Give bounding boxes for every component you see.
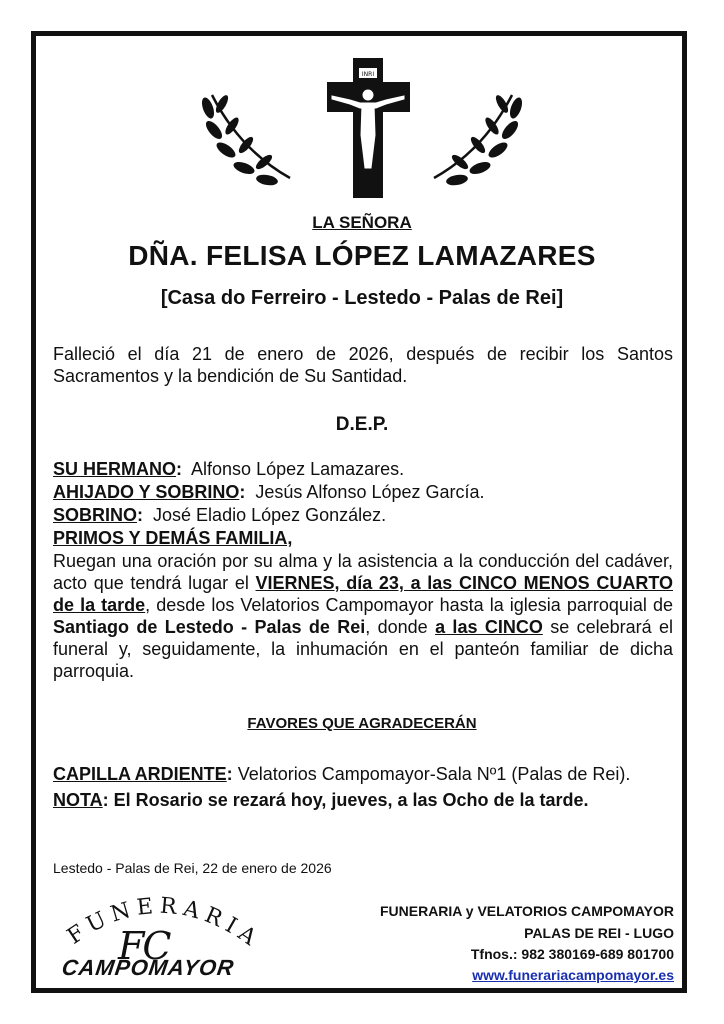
capilla-line: CAPILLA ARDIENTE: Velatorios Campomayor-Sala Nº1 (Palas de Rei). (53, 764, 631, 784)
death-statement: Falleció el día 21 de enero de 2026, después de recibir los Santos Sacramentos y la bendición de Su Santidad. (53, 344, 673, 386)
favores-heading: FAVORES QUE AGRADECERÁN (247, 715, 477, 732)
ceremony-church: Santiago de Lestedo - Palas de Rei (53, 617, 366, 637)
notice-date: Lestedo - Palas de Rei, 22 de enero de 2026 (53, 860, 332, 876)
logo-arc-path: FUNERARIA (62, 893, 266, 955)
ceremony-date-time: VIERNES, día 23, a las CINCO MENOS CUARTO de la tarde (53, 573, 674, 615)
family-label: SU HERMANO (53, 459, 177, 479)
ceremony-text: se celebrará el funeral y, seguidamente, la inhumación en el panteón familiar de dicha parroquia. (53, 617, 673, 681)
family-value: Jesús Alfonso López García. (255, 482, 485, 502)
logo-initials: FC (118, 924, 170, 968)
deceased-residence: [Casa do Ferreiro - Lestedo - Palas de Rei] (160, 287, 564, 309)
ceremony-text: Ruegan una oración por su alma y la asistencia a la conducción del cadáver, acto que tendrá lugar el (53, 551, 673, 593)
family-label: SOBRINO (53, 505, 138, 525)
deceased-title: LA SEÑORA (312, 213, 412, 232)
nota-label: NOTA (53, 790, 103, 810)
ceremony-text: , desde los Velatorios Campomayor hasta la iglesia parroquial de (145, 595, 673, 615)
funeral-home-website-link[interactable]: www.funerariacampomayor.es (472, 967, 674, 983)
family-line-brother: SU HERMANO: Alfonso López Lamazares. (53, 459, 405, 479)
ceremony-text: , donde (365, 617, 436, 637)
ceremony-details (53, 550, 673, 682)
dep-heading: D.E.P. (335, 414, 389, 435)
family-line-cousins: PRIMOS Y DEMÁS FAMILIA, (53, 528, 293, 548)
family-value: Alfonso López Lamazares. (191, 459, 405, 479)
ceremony-funeral-time: a las CINCO (435, 617, 543, 637)
logo-company-name: CAMPOMAYOR (60, 955, 236, 980)
funeral-home-phones: Tfnos.: 982 380169-689 801700 (470, 946, 674, 962)
crucifix-icon (327, 58, 410, 198)
laurel-branch-right-icon (434, 93, 524, 186)
cross-inri-sign: INRI (361, 71, 375, 78)
laurel-branch-left-icon (200, 93, 290, 186)
funeral-home-name: FUNERARIA y VELATORIOS CAMPOMAYOR (379, 903, 674, 919)
nota-value: El Rosario se rezará hoy, jueves, a las Ocho de la tarde. (113, 790, 589, 810)
capilla-value: Velatorios Campomayor-Sala Nº1 (Palas de Rei). (237, 764, 631, 784)
family-label: AHIJADO Y SOBRINO (53, 482, 240, 502)
funeral-home-location: PALAS DE REI - LUGO (524, 925, 674, 941)
family-line-nephew: SOBRINO: José Eladio López González. (53, 505, 387, 525)
family-line-godson-nephew: AHIJADO Y SOBRINO: Jesús Alfonso López García. (53, 482, 485, 502)
family-value: José Eladio López González. (153, 505, 387, 525)
capilla-label: CAPILLA ARDIENTE (53, 764, 227, 784)
deceased-name: DÑA. FELISA LÓPEZ LAMAZARES (128, 240, 596, 271)
nota-line: NOTA: El Rosario se rezará hoy, jueves, a las Ocho de la tarde. (53, 790, 589, 810)
